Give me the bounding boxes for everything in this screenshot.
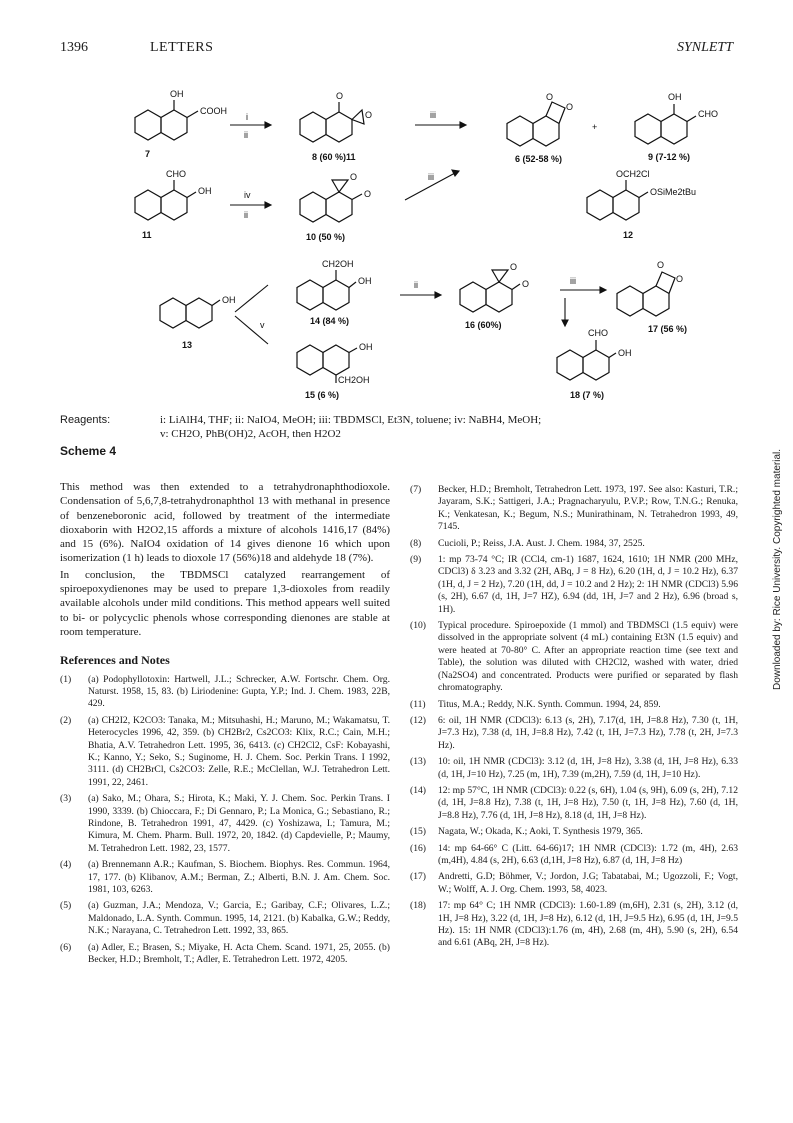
reference-item <box>410 900 738 950</box>
group-o-17b: O <box>676 274 684 284</box>
reference-text: (a) CH2I2, K2CO3: Tanaka, M.; Mitsuhashi, H.; Maruno, M.; Wakamatsu, T. Heterocycles 1996, 42, 359. (b) CH2Br2, Cs2CO3: Klix, R.C.; Cain, M.H.; Bhatia, A.V. Tetrahedron Lett. 1995, 36, 6413. (c) CH2Cl2, CsF: Kobayashi, K.; Kanno, Y.; Seko, S.; Suginome, H. J. Chem. Soc. Perkin Trans. I 1992, 3111. (d) CH2BrCl, Cs2CO3: Zelle, R.E.; McClellan, W.J. Tetrahedron Lett. 1991, 22, 2461. <box>88 714 390 788</box>
right-column <box>410 484 738 954</box>
group-cooh: COOH <box>200 106 227 116</box>
arrow-ii-label: ii <box>244 130 248 140</box>
group-o-6a: O <box>546 92 554 102</box>
references-heading: References and Notes <box>60 653 170 668</box>
reference-number: (6) <box>60 941 72 953</box>
reference-text: (a) Sako, M.; Ohara, S.; Hirota, K.; Maki, Y. J. Chem. Soc. Perkin Trans. I 1990, 3339. (b) Chioccara, F.; Di Gennaro, P.; La Monica, G.; Sebastiano, R.; Rindone, B. Tetrahedron 1991, 47, 4429. (c) Yoshizawa, I.; Tamura, M.; Kimura, M. Chem. Pharm. Bull. 1972, 20, 1842. (d) Capdevielle, P.; Maumy, M. Tetrahedron Lett. 1982, 23, 1577. <box>88 793 390 854</box>
group-oh-7: OH <box>170 89 184 99</box>
reference-item <box>410 620 738 694</box>
group-oh-14: OH <box>358 276 372 286</box>
group-o-epoxide-10: O <box>350 172 358 182</box>
reference-text: 14: mp 64-66° C (Litt. 64-66)17; 1H NMR (CDCl3): 1.72 (m, 4H), 2.63 (m,4H), 4.84 (s, 2H), 6.63 (d,1H, J=8 Hz), 6.87 (d, 1H, J=8 Hz) <box>438 842 738 866</box>
reference-item <box>60 674 390 711</box>
reference-text: Nagata, W.; Okada, K.; Aoki, T. Synthesis 1979, 365. <box>438 826 643 838</box>
left-column <box>60 480 390 971</box>
group-o-6b: O <box>566 102 574 112</box>
plus-sign: + <box>592 122 598 132</box>
arrow-i-label: i <box>246 112 248 122</box>
reference-text: 17: mp 64° C; 1H NMR (CDCl3): 1.60-1.89 (m,6H), 2.31 (s, 2H), 3.12 (d, 1H, J=8 Hz), 3.22 (d, 1H, J=8 Hz), 6.12 (d, 1H, J=9.5 Hz), 6.95 (d, 1H, J=9.5 Hz). 15: 1H NMR (CDCl3):1.76 (m, 4H), 2.68 (m, 4H), 5.90 (s, 2H), 6.54 and 6.61 (ABq, 2H, J=8 Hz). <box>438 900 738 949</box>
reference-text: Andretti, G.D; Böhmer, V.; Jordon, J.G; Tabatabai, M.; Ugozzoli, F.; Vogt, W.; Wolff, A. J. Org. Chem. 1993, 58, 4023. <box>438 871 738 895</box>
group-oh-18: OH <box>618 348 632 358</box>
reference-item <box>410 826 738 838</box>
compound-9-label: 9 (7-12 %) <box>648 152 691 162</box>
arrow-ii-label-2: ii <box>244 210 248 220</box>
arrow-v-label: v <box>260 320 265 330</box>
body-paragraph-1: This method was then extended to a tetrahydronaphthodioxole. Condensation of 5,6,7,8-tetrahydronaphthol 13 with methanal in presence of benzeneboronic acid, followed by treatment of the intermediate dioxaborin with H2O2,15 affords a mixture of alcohols 1416,17 (84%) and 15 (6%). NaIO4 oxidation of 14 gives dienone 16 which upon isomerization (1 h) leads to dioxole 17 (56%)18 and aldehyde 18 (7%). <box>60 481 390 565</box>
arrow-iii-label: iii <box>430 110 436 120</box>
reference-number: (1) <box>60 673 72 685</box>
reference-item <box>410 484 738 534</box>
reaction-scheme <box>60 80 740 410</box>
reference-text: 10: oil, 1H NMR (CDCl3): 3.12 (d, 1H, J=8 Hz), 3.38 (d, 1H, J=8 Hz), 6.33 (d, 1H, J=10 Hz), 7.25 (m, 1H), 7.39 (m,2H), 7.59 (d, 1H, J=10 Hz). <box>438 756 738 780</box>
reference-number: (4) <box>60 859 72 871</box>
compound-18-label: 18 (7 %) <box>570 390 605 400</box>
reference-item <box>410 554 738 616</box>
reference-item <box>60 900 390 937</box>
group-o-16: O <box>522 279 530 289</box>
reference-text: Titus, M.A.; Reddy, N.K. Synth. Commun. 1994, 24, 859. <box>438 698 661 710</box>
structures <box>135 100 696 383</box>
reference-number: (8) <box>410 537 422 549</box>
reference-text: Cucioli, P.; Reiss, J.A. Aust. J. Chem. 1984, 37, 2525. <box>438 537 645 549</box>
reference-number: (17) <box>410 871 426 883</box>
group-oh-9: OH <box>668 92 682 102</box>
reference-number: (10) <box>410 620 426 632</box>
reference-item <box>60 859 390 896</box>
compound-16-label: 16 (60%) <box>465 320 502 330</box>
reference-number: (12) <box>410 714 426 726</box>
reagents-label: Reagents: <box>60 414 111 426</box>
compound-6-label: 6 (52-58 %) <box>515 154 563 164</box>
compound-17-label: 17 (56 %) <box>648 324 688 334</box>
reference-number: (16) <box>410 842 426 854</box>
reference-text: 6: oil, 1H NMR (CDCl3): 6.13 (s, 2H), 7.17(d, 1H, J=8.8 Hz), 7.30 (t, 1H, J=7.3 Hz), 7.38 (d, 1H, J=8.8 Hz), 7.42 (t, 1H, J=7.3 Hz), 7.78 (t, 2H, J=7.3 Hz). <box>438 714 738 751</box>
reference-text: (a) Brennemann A.R.; Kaufman, S. Biochem. Biophys. Res. Commun. 1964, 17, 177. (b) Klibanov, A.M.; Berman, Z.; Alberti, B.N. J. Am. Chem. Soc. 1981, 103, 6263. <box>88 859 390 896</box>
reference-item <box>410 699 738 711</box>
group-oh-13: OH <box>222 295 236 305</box>
reference-number: (3) <box>60 793 72 805</box>
arrow-iii-label-3: iii <box>570 276 576 286</box>
references-left <box>60 674 390 967</box>
reference-item <box>410 756 738 781</box>
body-paragraph-2: In conclusion, the TBDMSCl catalyzed rearrangement of spiroepoxydienones may be used to prepare 1,3-dioxoles from readily available alcohols under mild conditions. This method appears well suited to bi- or polycyclic phenols whose corresponding dienones are stable at room temperature. <box>60 568 390 638</box>
reference-item <box>410 715 738 752</box>
reference-text: (a) Podophyllotoxin: Hartwell, J.L.; Schrecker, A.W. Fortschr. Chem. Org. Naturst. 1958, 15, 83. (b) Liriodenine: Gupta, Y.P.; Ind. J. Chem. 1983, 22B, 429. <box>88 673 390 710</box>
compound-11-label: 11 <box>142 230 152 240</box>
reference-text: 1: mp 73-74 °C; IR (CCl4, cm-1) 1687, 1624, 1610; 1H NMR (200 MHz, CDCl3) δ 3.23 and 3.32 (2H, ABq, J = 8 Hz), 6.20 (1H, d, J = 10.2 Hz), 6.37 (1H, d, J = 2 Hz), 7.20 (1H, dd, J = 10.2 and 2 Hz); 2: 1H NMR (CDCl3) 5.96 (s, 2H), 6.67 (d, 1H, J=7 HZ), 6.94 (dd, 1H, J=7 and 2 Hz), 6.96 (broad s, 1H). <box>438 554 738 615</box>
compound-13-label: 13 <box>182 340 193 350</box>
group-o-10: O <box>364 189 372 199</box>
reference-item <box>410 538 738 550</box>
reference-item <box>410 785 738 822</box>
compound-8-label: 8 (60 %)11 <box>312 152 356 162</box>
reference-item <box>410 871 738 896</box>
reference-text: 12: mp 57°C, 1H NMR (CDCl3): 0.22 (s, 6H), 1.04 (s, 9H), 6.09 (s, 2H), 7.12 (d, 1H, J=8.8 Hz), 7.38 (t, 1H, J=8 Hz), 7.50 (t, 1H, J=8 Hz), 7.60 (d, 1H, J=8.8 Hz), 7.76 (d, 1H, J=8 Hz), 8.18 (d, 1H, J=8 Hz). <box>438 784 738 821</box>
download-notice <box>771 430 785 690</box>
group-cho-9: CHO <box>698 109 718 119</box>
reference-text: Becker, H.D.; Bremholt, Tetrahedron Lett. 1973, 197. See also: Kasturi, T.R.; Jayaram, S.K.; Sattigeri, J.A.; Pragnacharyulu, P.V.P.; Row, T.N.G.; Renuka, K.; Venkatesan, K.; Begum, N.S.; Munirathinam, N. Tetrahedron 1993, 49, 7145. <box>438 484 738 533</box>
compound-15-label: 15 (6 %) <box>305 390 340 400</box>
download-notice-text: Downloaded by: Rice University. Copyrighted material. <box>772 448 783 690</box>
group-oh-11: OH <box>198 186 212 196</box>
group-ch2oh-14: CH2OH <box>322 259 354 269</box>
reference-number: (15) <box>410 826 426 838</box>
reagents-line-1: i: LiAlH4, THF; ii: NaIO4, MeOH; iii: TBDMSCl, Et3N, toluene; iv: NaBH4, MeOH; <box>160 414 542 426</box>
reference-text: Typical procedure. Spiroepoxide (1 mmol) and TBDMSCl (1.5 equiv) were dissolved in the appropriate solvent (4 mL) containing Et3N (1.5 equiv) and were heated at 70-80° C. After an appropriate reaction time (see text and Table), the solution was diluted with CH2Cl2, washed with water, dried (Na2SO4) and concentrated. Products were purified or separated by flash chromatography. <box>438 620 738 694</box>
arrow-iii-label-2: iii <box>428 172 434 182</box>
compound-14-label: 14 (84 %) <box>310 316 350 326</box>
group-och2cl: OCH2Cl <box>616 169 650 179</box>
journal-name: SYNLETT <box>676 40 733 55</box>
reference-number: (13) <box>410 756 426 768</box>
reference-number: (18) <box>410 900 426 912</box>
group-cho-18: CHO <box>588 328 608 338</box>
reference-text: (a) Guzman, J.A.; Mendoza, V.; Garcia, E.; Garibay, C.F.; Olivares, L.Z.; Maldonado, L.A. Synth. Commun. 1995, 14, 2121. (b) Kabalka, G.W.; Reddy, N.K.; Narayana, C. Tetrahedron Lett. 1992, 33, 865. <box>88 900 390 937</box>
arrow-ii-label-3: ii <box>414 280 418 290</box>
references-right <box>410 484 738 950</box>
reference-number: (11) <box>410 698 426 710</box>
compound-10-label: 10 (50 %) <box>306 232 346 242</box>
reference-item <box>60 942 390 967</box>
group-o-17a: O <box>657 260 665 270</box>
page-number: 1396 <box>60 40 88 55</box>
scheme-label: Scheme 4 <box>60 444 117 458</box>
group-o-epoxide-8: O <box>365 110 373 120</box>
reference-number: (9) <box>410 554 422 566</box>
reagents-line-2: v: CH2O, PhB(OH)2, AcOH, then H2O2 <box>160 428 341 440</box>
section-title: LETTERS <box>150 40 214 55</box>
reference-number: (14) <box>410 784 426 796</box>
group-cho-11: CHO <box>166 169 186 179</box>
arrow-iv-label: iv <box>244 190 251 200</box>
compound-7-label: 7 <box>145 149 151 159</box>
compound-12-label: 12 <box>623 230 634 240</box>
group-osime: OSiMe2tBu <box>650 187 697 197</box>
reference-item <box>60 715 390 789</box>
group-ch2oh-15: CH2OH <box>338 375 370 385</box>
reference-item <box>60 793 390 855</box>
group-o-epoxide-16: O <box>510 262 518 272</box>
reference-number: (5) <box>60 900 72 912</box>
reference-number: (7) <box>410 484 422 495</box>
reference-number: (2) <box>60 714 72 726</box>
reference-text: (a) Adler, E.; Brasen, S.; Miyake, H. Acta Chem. Scand. 1971, 25, 2055. (b) Becker, H.D.; Bremholt, T.; Adler, E. Tetrahedron Lett. 1972, 4205. <box>88 941 390 966</box>
reagents-text <box>160 413 720 441</box>
group-oh-15: OH <box>359 342 373 352</box>
group-o-8: O <box>336 91 344 101</box>
reference-item <box>410 843 738 868</box>
labels <box>142 89 718 400</box>
